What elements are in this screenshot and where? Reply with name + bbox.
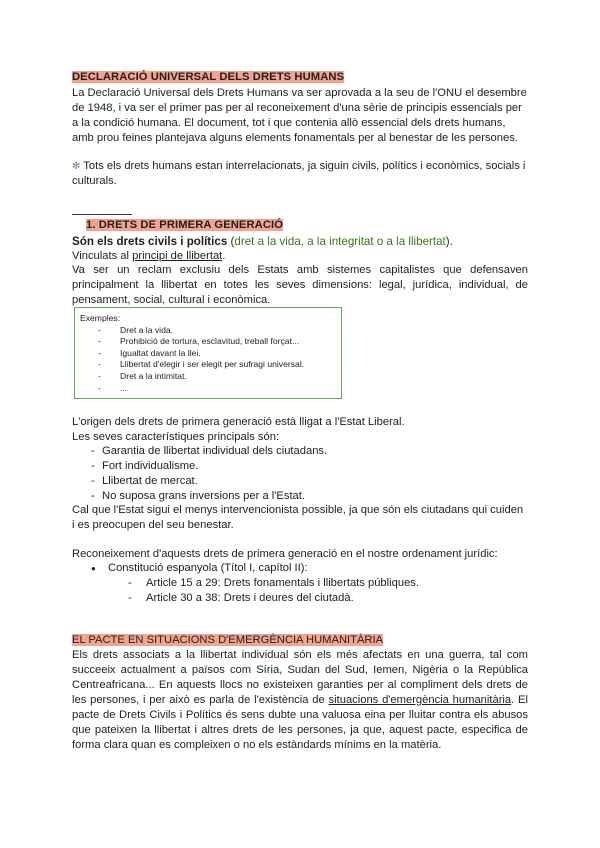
features-list [72, 444, 528, 504]
lead-green: dret a la vida, a la integritat o a la llibertat [234, 235, 446, 248]
origin-text: L'origen dels drets de primera generació està lligat a l'Estat Liberal. [72, 416, 405, 428]
intro-paragraph: La Declaració Universal dels Drets Humans va ser aprovada a la seu de l'ONU el desembre de 1948, i va ser el primer pas per al reconeixement d'una sèrie de principis essencials per a la condició humana. El document, tot i que contenia allò essencial dels drets humans, amb prou feines plantejava alguns elements fonamentals per al benestar de les persones. [72, 87, 527, 144]
linked-underlined: principi de llibertat [132, 250, 223, 262]
feature-item: - Garantia de llibertat individual dels ciutadans. [72, 444, 528, 459]
articles-list [72, 576, 528, 606]
feature-item: - Llibertat de mercat. [72, 474, 528, 489]
example-item: - Dret a la intimitat. [80, 371, 336, 383]
linked-suffix: . [222, 250, 226, 262]
recognition-intro: Reconeixement d'aquests drets de primera generació en el nostre ordenament jurídic: [72, 548, 498, 560]
lead-close: ). [445, 235, 453, 248]
section2-text-before: Els drets associats a la llibertat individual són els més afectats en una guerra, tal com succeeix actualment a països com Síria, Sudan del Sud, Iemen, Nigèria o la República Centreafricana... En aquests llocs no existeixen garanties per al compliment dels drets de les persones, i per això es parla de l'existència de [72, 649, 528, 706]
lead-bold: Són els drets civils i polítics [72, 235, 228, 248]
section2-underlined: situacions d'emergència humanitària [328, 694, 512, 706]
section2-text-after: . El pacte de Drets Civils i Polítics és sens dubte una valuosa eina per lluitar contra els abusos que pateixen la llibertat i altres drets de les persones, ja que, aquest pacte, especifica de forma clara quan es compleixen o no els estàndards mínims en la matèria. [72, 694, 528, 751]
section1-description: Va ser un reclam exclusiu dels Estats amb sistemes capitalistes que defensaven principalment la llibertat en totes les seves dimensions: legal, jurídica, individual, de pensament, social, cultural i econòmica. [72, 264, 528, 306]
linked-principle [72, 249, 528, 264]
example-item: - Prohibició de tortura, esclavitud, treball forçat... [80, 336, 336, 348]
examples-title: Exemples: [80, 313, 121, 323]
page-title: DECLARACIÓ UNIVERSAL DELS DRETS HUMANS [72, 71, 345, 83]
title-row [72, 70, 528, 85]
lead-open: ( [227, 235, 235, 248]
feature-item: - Fort individualisme. [72, 459, 528, 474]
examples-box [74, 307, 342, 399]
section-divider [72, 214, 132, 215]
constitution-list [72, 561, 528, 576]
features-intro: Les seves característiques principals són: [72, 431, 280, 443]
section2-paragraph [72, 648, 528, 753]
examples-list [80, 325, 336, 395]
example-item: - Llibertat d'elegir i ser elegit per sufragi universal. [80, 359, 336, 371]
section1-heading-row [86, 218, 542, 233]
section2-heading-row [72, 633, 528, 648]
feature-item: - No suposa grans inversions per a l'Estat. [72, 489, 528, 504]
section1-lead [72, 234, 528, 249]
article-item: - Article 30 a 38: Drets i deures del ciutadà. [72, 591, 528, 606]
section2-heading: EL PACTE EN SITUACIONS D'EMERGÈNCIA HUMANITÀRIA [72, 634, 384, 646]
constitution-item: ● Constitució espanyola (Títol I, capítol II): [72, 561, 528, 576]
state-note: Cal que l'Estat sigui el menys intervencionista possible, ja que són els ciutadans qui cuiden i es preocupen del seu benestar. [72, 504, 524, 531]
section1-heading: 1. DRETS DE PRIMERA GENERACIÓ [86, 219, 284, 231]
linked-prefix: Vinculats al [72, 250, 133, 262]
note-paragraph [72, 159, 528, 189]
example-item: - Dret a la vida. [80, 325, 336, 337]
asterisk-icon: ✻ [72, 161, 81, 172]
article-item: - Article 15 a 29: Drets fonamentals i llibertats públiques. [72, 576, 528, 591]
example-item: - Igualtat davant la llei. [80, 348, 336, 360]
example-item: - ... [80, 383, 336, 395]
note-text: Tots els drets humans estan interrelacionats, ja siguin civils, polítics i econòmics, socials i culturals. [72, 160, 526, 187]
